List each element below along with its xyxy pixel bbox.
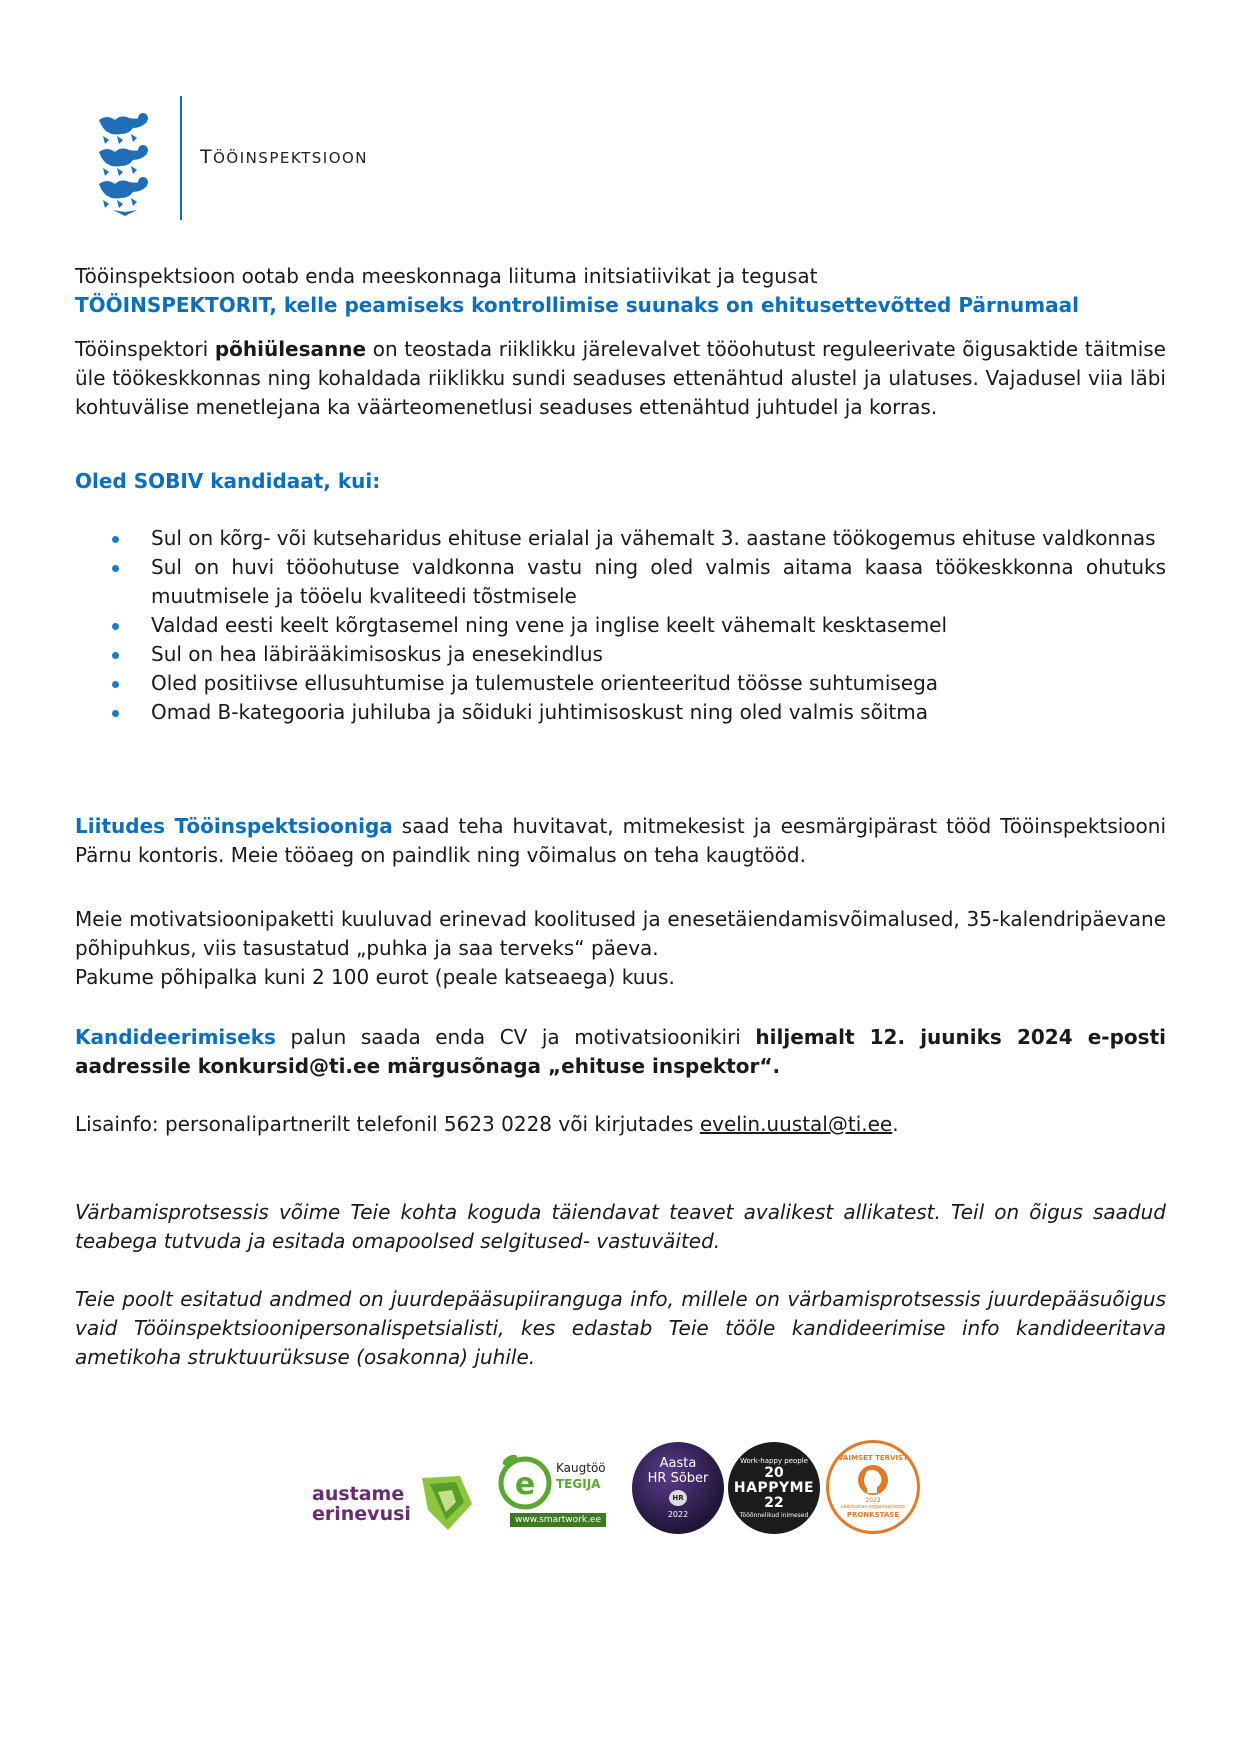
hr-sober-badge: Aasta HR Sõber HR 2022 — [632, 1442, 724, 1534]
list-item: Sul on huvi tööohutuse valdkonna vastu ning oled valmis aitama kaasa töökeskkonna ohutuks muutmisele ja tööelu kvaliteedi tõstmisele — [75, 553, 1166, 611]
email-link[interactable]: evelin.uustal@ti.ee — [699, 1112, 893, 1136]
joining-paragraph: Liitudes Tööinspektsiooniga saad teha huvitavat, mitmekesist ja eesmärgipärast tööd Tööinspektsiooni Pärnu kontoris. Meie tööaeg on paindlik ning võimalus on teha kaugtööd. — [75, 814, 1167, 867]
kaugtoo-label: Kaugtöö TEGIJA — [556, 1461, 606, 1491]
head-profile-icon — [855, 1463, 891, 1497]
task-bold: põhiülesanne — [214, 337, 367, 361]
header-divider — [180, 96, 182, 220]
diversity-shape-icon — [418, 1474, 474, 1532]
list-item: Oled positiivse ellusuhtumise ja tulemustele orienteeritud töösse suhtumisega — [75, 669, 1166, 698]
notice-paragraph-2: Teie poolt esitatud andmed on juurdepääsupiiranguga info, millele on värbamisprotsessis juurdepääsuõigus vaid Tööinspektsioonipersonalispetsialisti, kes edastab Teie tööle kandideerimise info kandideeritava ametikoha struktuurüksuse (osakonna) juhile. — [75, 1287, 1166, 1369]
bullet-icon — [112, 536, 119, 543]
org-name: TÖÖINSPEKTSIOON — [200, 146, 369, 168]
hr-mark-icon: HR — [669, 1490, 687, 1506]
bullet-icon — [112, 623, 119, 630]
kaugtoo-e-icon — [496, 1452, 554, 1510]
bullet-icon — [112, 565, 119, 572]
list-item: Sul on kõrg- või kutseharidus ehituse erialal ja vähemalt 3. aastane töökogemus ehituse valdkonnas — [75, 524, 1166, 553]
svg-text:e: e — [514, 1467, 536, 1502]
bullet-icon — [112, 652, 119, 659]
coat-of-arms-icon — [95, 112, 155, 220]
benefits-paragraph: Meie motivatsioonipaketti kuuluvad erinevad koolitused ja enesetäiendamisvõimalused, 35-kalendripäevane põhipuhkus, viis tasustatud „puhka ja saa terveks“ päeva. — [75, 907, 1166, 960]
contact-text: Lisainfo: personalipartnerilt telefonil 5623 0228 või kirjutades evelin.uustal@ti.ee. — [75, 1112, 899, 1136]
list-item: Sul on hea läbirääkimisoskus ja enesekindlus — [75, 640, 1166, 669]
smartwork-url: www.smartwork.ee — [510, 1513, 606, 1527]
notice-paragraph-1: Värbamisprotsessis võime Teie kohta koguda täiendavat teavet avalikest allikatest. Teil on õigus saadud teabega tutvuda ja esitada omapoolsed selgitused- vastuväited. — [75, 1200, 1166, 1253]
intro-text: Tööinspektsioon ootab enda meeskonnaga liituma initsiatiivikat ja tegusat TÖÖINSPEKTORIT, kelle peamiseks kontrollimise suunaks on ehitusettevõtted Pärnumaal — [75, 264, 1079, 317]
vaimset-tervist-badge: VAIMSET TERVIST 2023 väärtustav organisatsioon PRONKSTASE — [826, 1440, 920, 1534]
requirements-heading: Oled SOBIV kandidaat, kui: — [75, 469, 381, 493]
list-item: Valdad eesti keelt kõrgtasemel ning vene ja inglise keelt vähemalt kesktasemel — [75, 611, 1166, 640]
austame-erinevusi-logo: austame erinevusi — [312, 1483, 411, 1525]
happyme-badge: Work-happy people 20 HAPPYME 22 Tööõnnelikud inimesed — [728, 1442, 820, 1534]
requirements-list — [75, 524, 1166, 727]
logos-row — [0, 1440, 1240, 1560]
salary-text: Pakume põhipalka kuni 2 100 eurot (peale katseaega) kuus. — [75, 965, 675, 989]
bullet-icon — [112, 681, 119, 688]
apply-paragraph: Kandideerimiseks palun saada enda CV ja motivatsioonikiri hiljemalt 12. juuniks 2024 e-posti aadressile konkursid@ti.ee märgusõnaga „ehituse inspektor“. — [75, 1025, 1166, 1078]
job-title: TÖÖINSPEKTORIT, kelle peamiseks kontrollimise suunaks on ehitusettevõtted Pärnumaal — [75, 293, 1079, 317]
bullet-icon — [112, 710, 119, 717]
main-task-paragraph: Tööinspektori põhiülesanne on teostada riiklikku järelevalvet tööohutust reguleerivate õigusaktide täitmise üle töökeskkonnas ning kohaldada riiklikku sundi seaduses ettenähtud alustel ja ulatuses. Vajadusel viia läbi kohtuvälise menetlejana ka väärteomenetlusi seaduses ettenähtud juhtudel ja korras. — [75, 337, 1166, 419]
list-item: Omad B-kategooria juhiluba ja sõiduki juhtimisoskust ning oled valmis sõitma — [75, 698, 1166, 727]
